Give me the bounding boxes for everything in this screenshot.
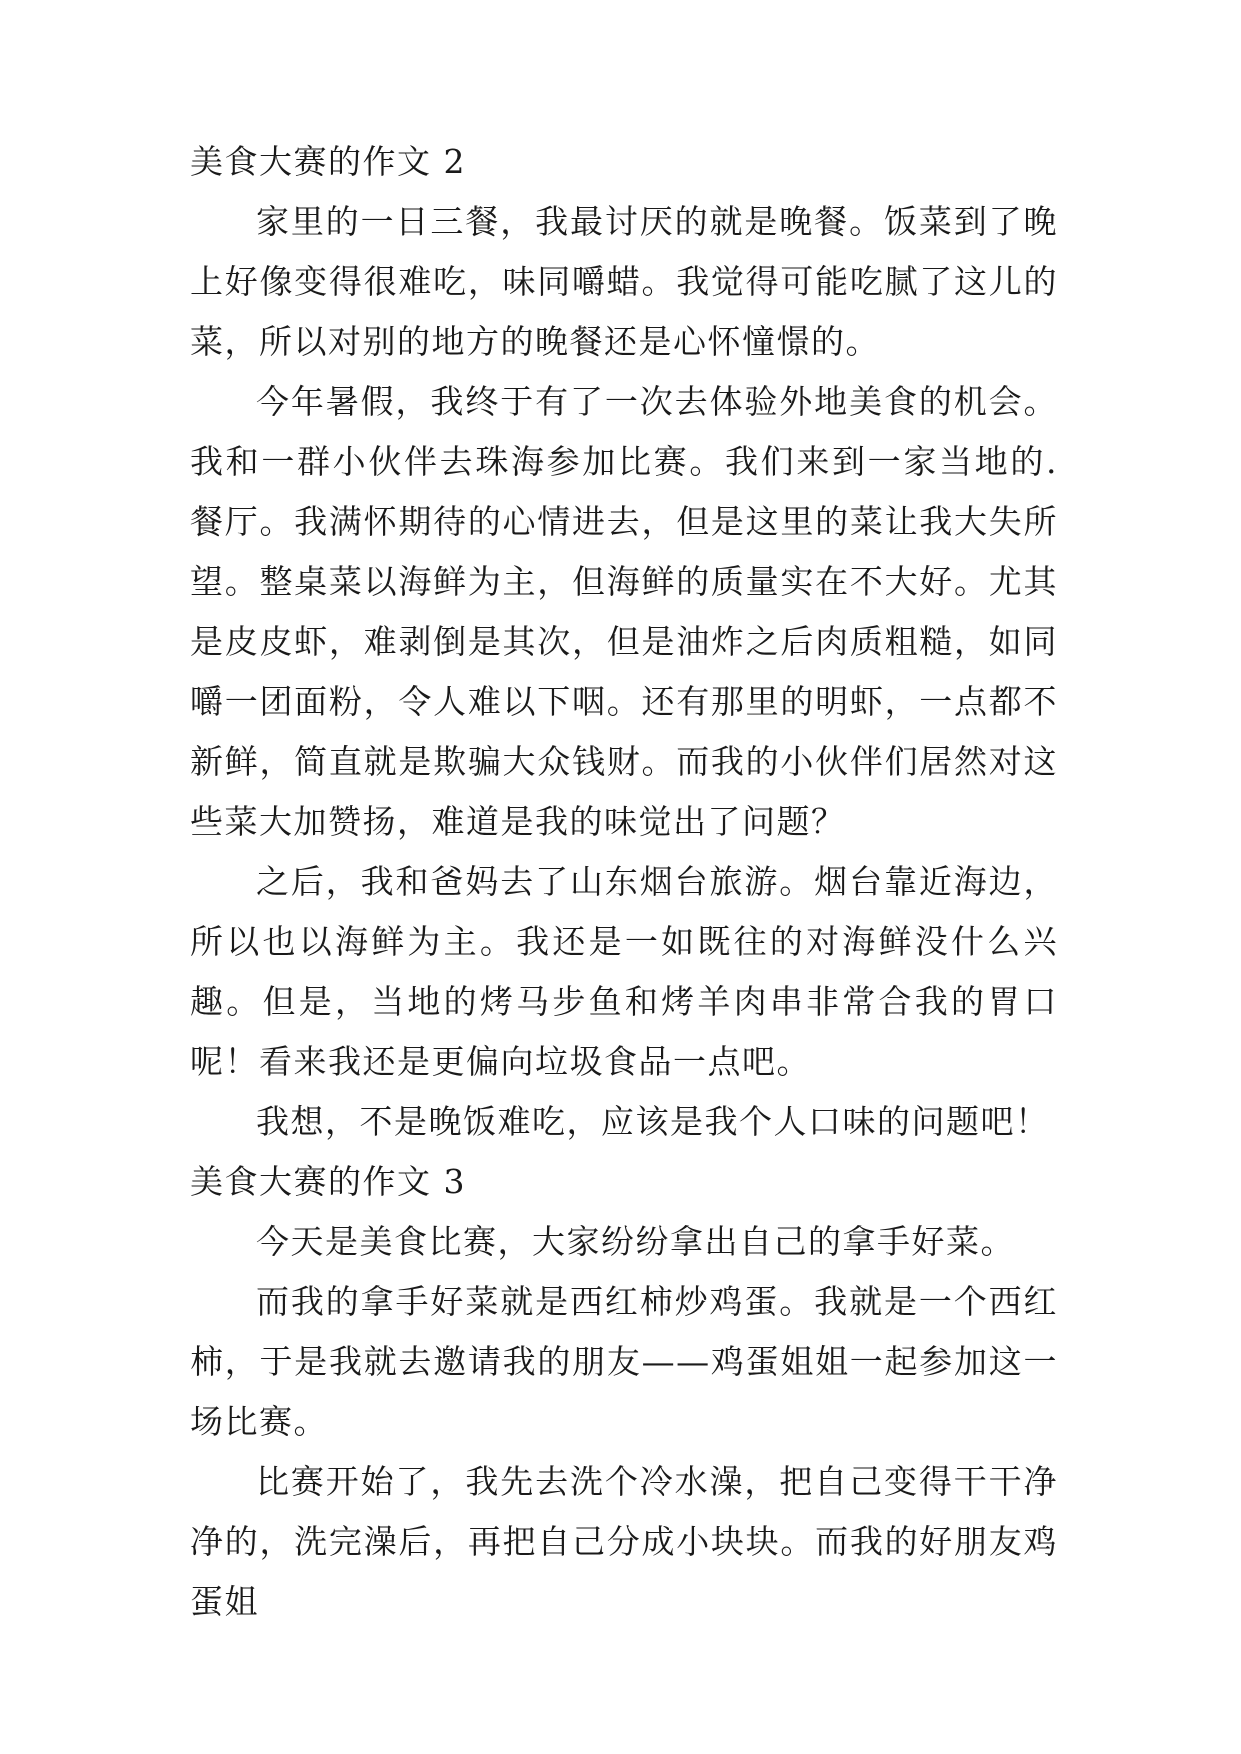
paragraph: 之后，我和爸妈去了山东烟台旅游。烟台靠近海边，所以也以海鲜为主。我还是一如既往的对海鲜没什么兴趣。但是，当地的烤马步鱼和烤羊肉串非常合我的胃口呢！看来我还是更偏向垃圾食品一点吧。	[190, 862, 1058, 1081]
paragraph: 比赛开始了，我先去洗个冷水澡，把自己变得干干净净的，洗完澡后，再把自己分成小块块。而我的好朋友鸡蛋姐	[190, 1462, 1058, 1621]
paragraph: 今天是美食比赛，大家纷纷拿出自己的拿手好菜。	[256, 1222, 1015, 1261]
section-title-3: 美食大赛的作文 3	[190, 1162, 466, 1201]
document-body	[190, 132, 1058, 1632]
paragraph: 而我的拿手好菜就是西红柿炒鸡蛋。我就是一个西红柿，于是我就去邀请我的朋友——鸡蛋姐姐一起参加这一场比赛。	[190, 1282, 1058, 1441]
paragraph: 我想，不是晚饭难吃，应该是我个人口味的问题吧！	[256, 1102, 1050, 1141]
paragraph: 家里的一日三餐，我最讨厌的就是晚餐。饭菜到了晚上好像变得很难吃，味同嚼蜡。我觉得可能吃腻了这儿的菜，所以对别的地方的晚餐还是心怀憧憬的。	[190, 202, 1058, 361]
paragraph: 今年暑假，我终于有了一次去体验外地美食的机会。我和一群小伙伴去珠海参加比赛。我们来到一家当地的.餐厅。我满怀期待的心情进去，但是这里的菜让我大失所望。整桌菜以海鲜为主，但海鲜的质量实在不大好。尤其是皮皮虾，难剥倒是其次，但是油炸之后肉质粗糙，如同嚼一团面粉，令人难以下咽。还有那里的明虾，一点都不新鲜，简直就是欺骗大众钱财。而我的小伙伴们居然对这些菜大加赞扬，难道是我的味觉出了问题？	[190, 382, 1058, 841]
section-title-2: 美食大赛的作文 2	[190, 142, 466, 181]
